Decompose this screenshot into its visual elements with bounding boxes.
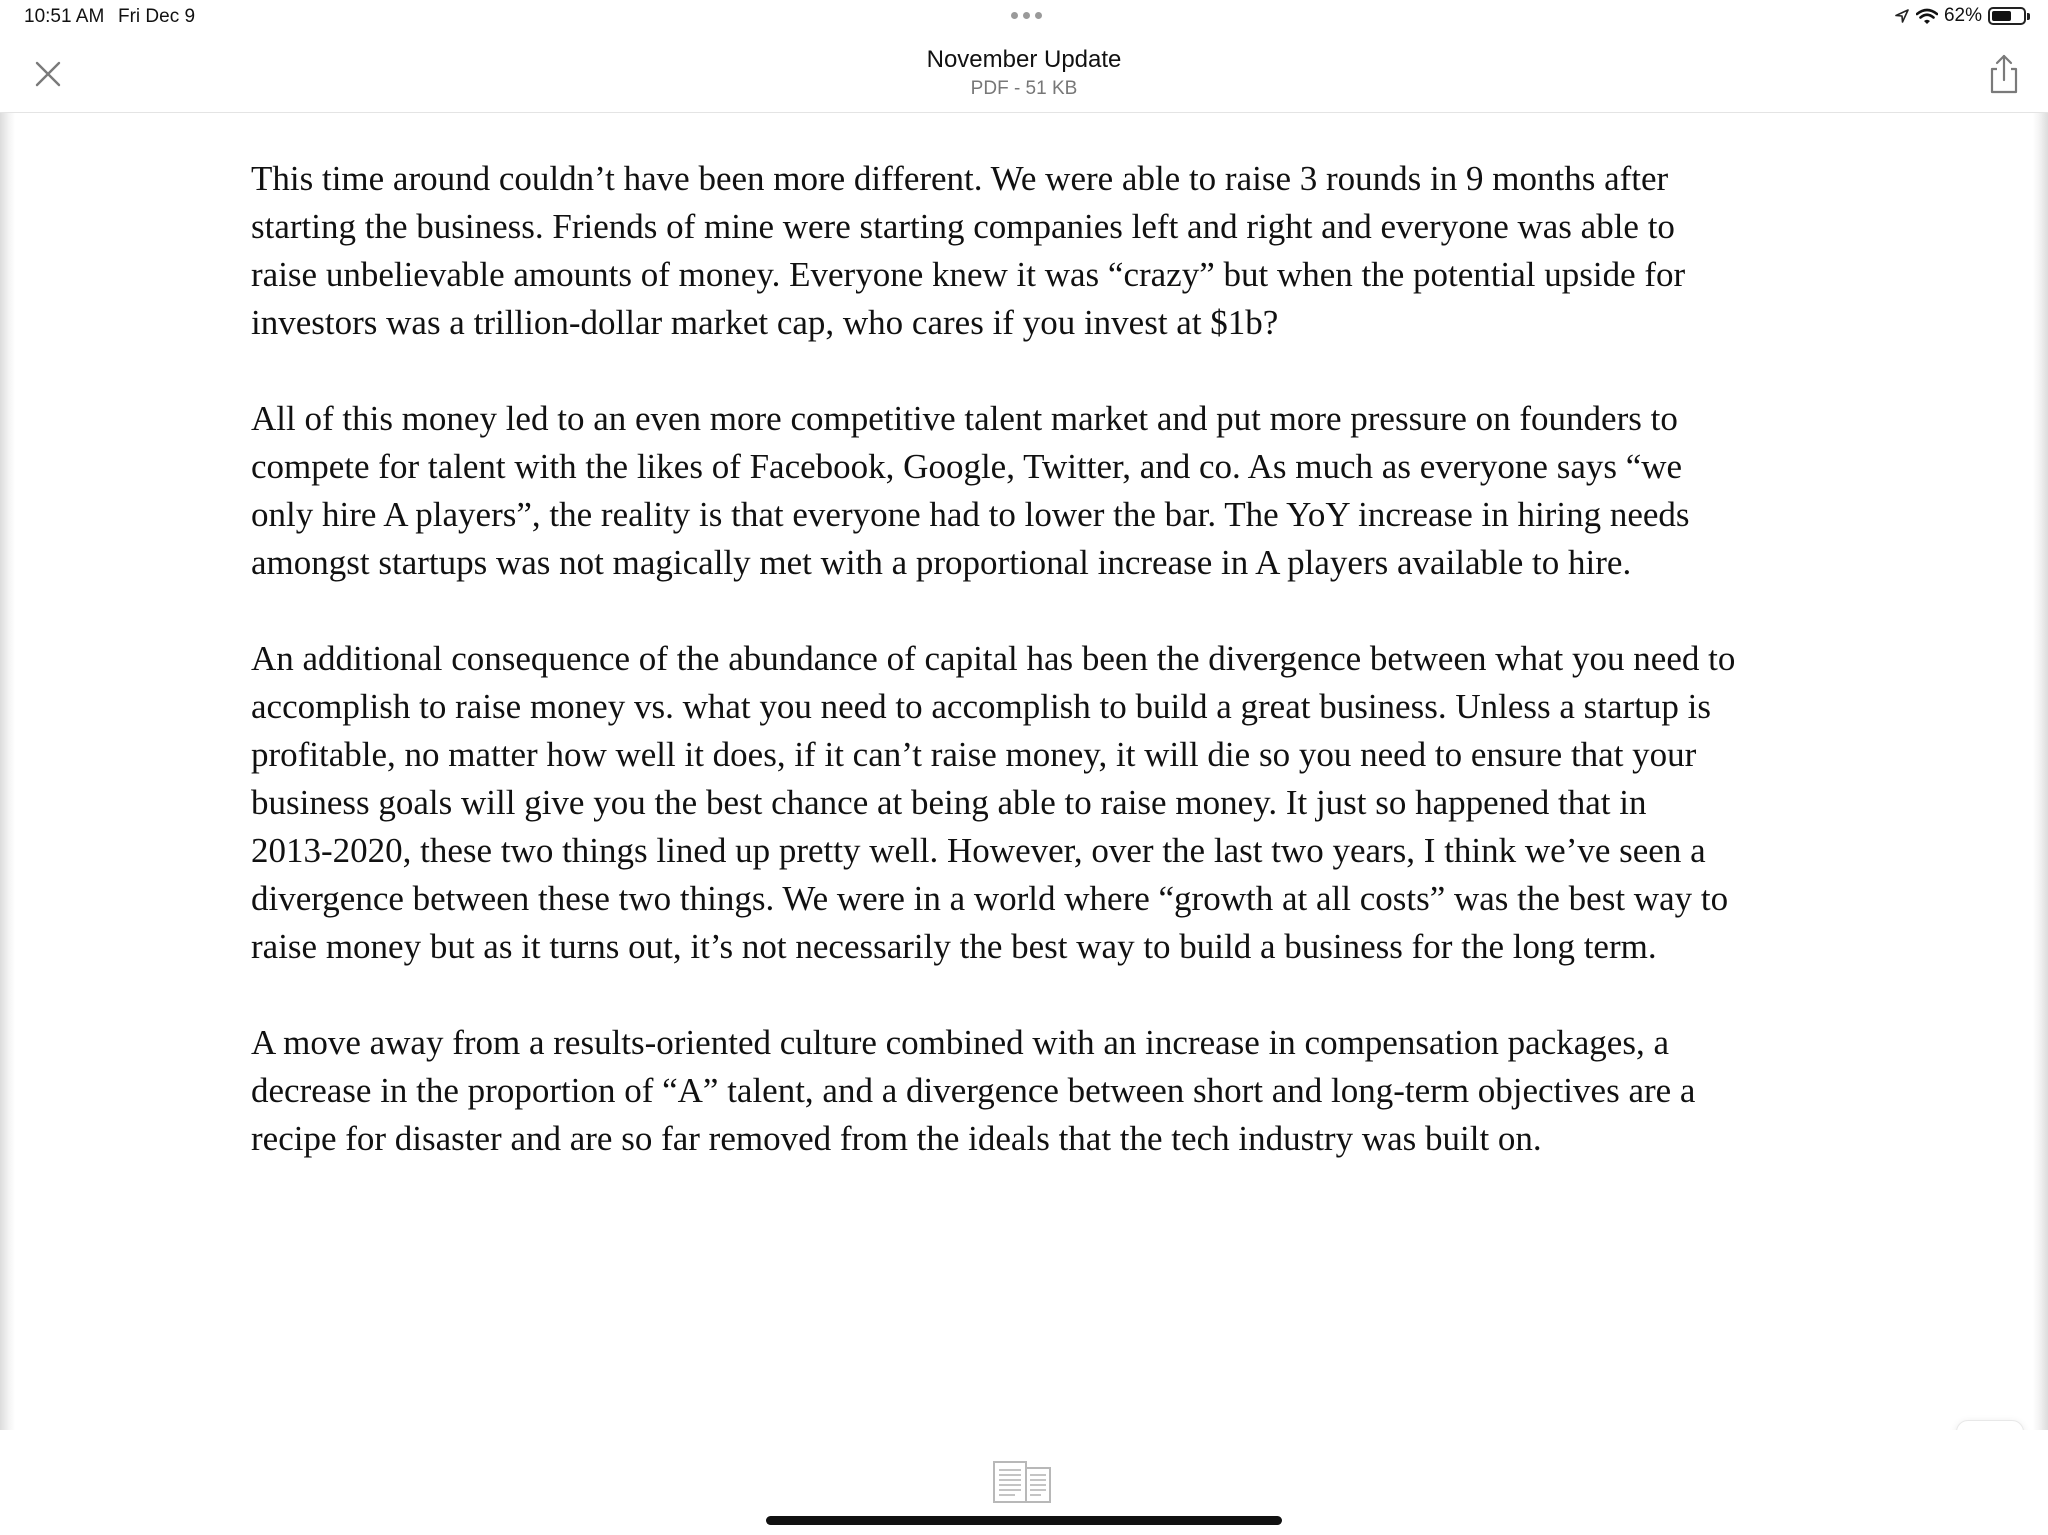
bottom-toolbar: [0, 1430, 2048, 1535]
document-title: November Update: [926, 46, 1122, 73]
document-paragraph: [251, 1019, 1811, 1163]
share-button[interactable]: [1984, 52, 2024, 96]
document-paragraph: [251, 395, 1811, 587]
document-paragraph: [251, 155, 1811, 347]
status-bar: [0, 0, 2048, 36]
page-thumbnails-icon: [991, 1458, 1053, 1506]
pdf-page-text: [251, 155, 1811, 1211]
home-indicator[interactable]: [766, 1516, 1282, 1525]
text-line: recipe for disaster and are so far removed from the ideals that the tech industry was built on.: [251, 1119, 1542, 1158]
wifi-icon: [1916, 8, 1938, 25]
document-subtitle: PDF - 51 KB: [970, 78, 1078, 99]
pdf-page-area[interactable]: [0, 113, 2048, 1430]
status-date: Fri Dec 9: [118, 6, 196, 27]
text-line: decrease in the proportion of “A” talent, and a divergence between short and long-term objectives are a: [251, 1071, 1696, 1110]
battery-percent: 62%: [1943, 5, 1982, 26]
status-time: 10:51 AM: [24, 6, 105, 27]
share-icon: [1984, 52, 2024, 96]
page-edge-right: [2033, 113, 2048, 1430]
text-line: divergence between these two things. We were in a world where “growth at all costs” was the best way to: [251, 879, 1729, 918]
status-indicators: [1894, 5, 2026, 27]
battery-icon: [1988, 7, 2026, 25]
text-line: profitable, no matter how well it does, if it can’t raise money, it will die so you need to ensure that your: [251, 735, 1697, 774]
text-line: A move away from a results-oriented culture combined with an increase in compensation packages, a: [251, 1023, 1669, 1062]
text-line: compete for talent with the likes of Facebook, Google, Twitter, and co. As much as everyone says “we: [251, 447, 1683, 486]
document-header: [0, 36, 2048, 113]
document-paragraph: [251, 635, 1811, 971]
text-line: 2013-2020, these two things lined up pretty well. However, over the last two years, I think we’ve seen a: [251, 831, 1706, 870]
text-line: This time around couldn’t have been more different. We were able to raise 3 rounds in 9 months after: [251, 159, 1669, 198]
text-line: raise unbelievable amounts of money. Everyone knew it was “crazy” but when the potential upside for: [251, 255, 1686, 294]
text-line: only hire A players”, the reality is that everyone had to lower the bar. The YoY increase in hiring needs: [251, 495, 1690, 534]
text-line: All of this money led to an even more competitive talent market and put more pressure on founders to: [251, 399, 1678, 438]
text-line: raise money but as it turns out, it’s not necessarily the best way to build a business for the long term.: [251, 927, 1657, 966]
battery-level: [1992, 11, 2011, 21]
text-line: An additional consequence of the abundance of capital has been the divergence between what you need to: [251, 639, 1736, 678]
text-line: business goals will give you the best chance at being able to raise money. It just so happened that in: [251, 783, 1647, 822]
text-line: starting the business. Friends of mine were starting companies left and right and everyone was able to: [251, 207, 1675, 246]
page-thumbnails-button[interactable]: [991, 1458, 1053, 1506]
page-edge-left: [0, 113, 15, 1430]
text-line: amongst startups was not magically met with a proportional increase in A players available to hire.: [251, 543, 1632, 582]
text-line: investors was a trillion-dollar market cap, who cares if you invest at $1b?: [251, 303, 1279, 342]
multitasking-dots-icon[interactable]: [1008, 8, 1044, 22]
text-line: accomplish to raise money vs. what you need to accomplish to build a great business. Unless a startup is: [251, 687, 1711, 726]
location-arrow-icon: [1894, 8, 1910, 24]
